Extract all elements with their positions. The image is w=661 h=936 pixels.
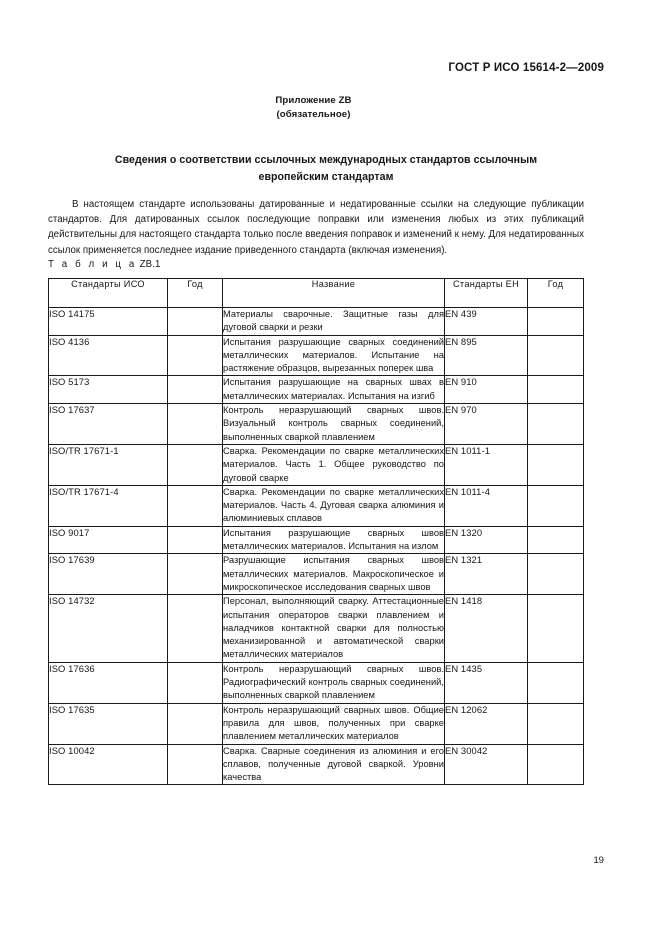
cell-iso-standard: ISO 17639 bbox=[49, 554, 168, 595]
cell-iso-standard: ISO 9017 bbox=[49, 526, 168, 554]
cell-en-standard: EN 1011-1 bbox=[445, 444, 528, 485]
cell-iso-year bbox=[168, 526, 223, 554]
cell-iso-standard: ISO 17635 bbox=[49, 703, 168, 744]
cell-iso-year bbox=[168, 335, 223, 376]
cell-iso-year bbox=[168, 308, 223, 336]
cell-iso-year bbox=[168, 444, 223, 485]
cell-en-year bbox=[528, 404, 584, 445]
cell-en-year bbox=[528, 703, 584, 744]
table-body bbox=[49, 308, 584, 785]
cell-en-year bbox=[528, 554, 584, 595]
cell-iso-year bbox=[168, 744, 223, 785]
cell-iso-year bbox=[168, 595, 223, 662]
page-number: 19 bbox=[593, 855, 604, 866]
cell-iso-standard: ISO 4136 bbox=[49, 335, 168, 376]
page-title-line-1: Сведения о соответствии ссылочных международных стандартов ссылочным bbox=[114, 154, 538, 166]
cell-iso-year bbox=[168, 554, 223, 595]
cell-iso-standard: ISO/TR 17671-4 bbox=[49, 485, 168, 526]
column-header-iso-year: Год bbox=[168, 279, 223, 308]
cell-en-year bbox=[528, 444, 584, 485]
cell-en-year bbox=[528, 335, 584, 376]
cell-title: Разрушающие испытания сварных швов металлических материалов. Макроскопическое и микроскопическое исследования сварных швов bbox=[223, 554, 445, 595]
cell-en-standard: EN 910 bbox=[445, 376, 528, 404]
cell-en-standard: EN 1418 bbox=[445, 595, 528, 662]
column-header-en-year: Год bbox=[528, 279, 584, 308]
cell-en-year bbox=[528, 485, 584, 526]
table-row bbox=[49, 744, 584, 785]
cell-en-standard: EN 439 bbox=[445, 308, 528, 336]
cell-title: Испытания разрушающие сварных швов металлических материалов. Испытания на излом bbox=[223, 526, 445, 554]
table-row bbox=[49, 376, 584, 404]
cell-en-standard: EN 1011-4 bbox=[445, 485, 528, 526]
annex-subtitle: (обязательное) bbox=[276, 109, 351, 120]
table-row bbox=[49, 308, 584, 336]
cell-title: Сварка. Рекомендации по сварке металлических материалов. Часть 1. Общее руководство по дуговой сварке bbox=[223, 444, 445, 485]
table-row bbox=[49, 662, 584, 703]
cell-iso-standard: ISO 17637 bbox=[49, 404, 168, 445]
cell-title: Материалы сварочные. Защитные газы для дуговой сварки и резки bbox=[223, 308, 445, 336]
cell-en-year bbox=[528, 308, 584, 336]
reference-standards-table bbox=[48, 278, 584, 785]
table-row bbox=[49, 526, 584, 554]
cell-iso-year bbox=[168, 485, 223, 526]
cell-en-year bbox=[528, 376, 584, 404]
cell-iso-standard: ISO 14732 bbox=[49, 595, 168, 662]
page-title bbox=[66, 152, 586, 185]
cell-title: Испытания разрушающие сварных соединений металлических материалов. Испытание на растяжение образцов, вырезанных поперек шва bbox=[223, 335, 445, 376]
column-header-en-standards: Стандарты ЕН bbox=[445, 279, 528, 308]
table-header-row bbox=[49, 279, 584, 308]
cell-en-standard: EN 12062 bbox=[445, 703, 528, 744]
cell-en-standard: EN 1320 bbox=[445, 526, 528, 554]
annex-block bbox=[0, 94, 661, 122]
cell-iso-standard: ISO 14175 bbox=[49, 308, 168, 336]
cell-en-year bbox=[528, 595, 584, 662]
cell-title: Контроль неразрушающий сварных швов. Радиографический контроль сварных соединений, выполненных сваркой плавлением bbox=[223, 662, 445, 703]
table-row bbox=[49, 335, 584, 376]
cell-en-standard: EN 895 bbox=[445, 335, 528, 376]
table-caption-prefix: Т а б л и ц а bbox=[48, 259, 137, 270]
table-row bbox=[49, 703, 584, 744]
table-row bbox=[49, 595, 584, 662]
cell-title: Испытания разрушающие на сварных швах в металлических материалах. Испытания на изгиб bbox=[223, 376, 445, 404]
running-head: ГОСТ Р ИСО 15614-2—2009 bbox=[448, 62, 604, 74]
annex-title: Приложение ZB bbox=[275, 95, 352, 106]
cell-iso-standard: ISO 17636 bbox=[49, 662, 168, 703]
cell-iso-year bbox=[168, 662, 223, 703]
cell-en-year bbox=[528, 662, 584, 703]
cell-title: Персонал, выполняющий сварку. Аттестационные испытания операторов сварки плавлением и наладчиков контактной сварки для полностью механизированной и автоматической сварки металлических материалов bbox=[223, 595, 445, 662]
cell-en-standard: EN 1321 bbox=[445, 554, 528, 595]
cell-en-year bbox=[528, 744, 584, 785]
page-title-line-2: европейским стандартам bbox=[258, 170, 394, 183]
cell-iso-year bbox=[168, 404, 223, 445]
table-caption-number: ZB.1 bbox=[139, 259, 161, 270]
table-caption bbox=[48, 259, 160, 270]
cell-title: Контроль неразрушающий сварных швов. Общие правила для швов, полученных при сварке плавлением металлических материалов bbox=[223, 703, 445, 744]
cell-iso-year bbox=[168, 703, 223, 744]
column-header-iso-standards: Стандарты ИСО bbox=[49, 279, 168, 308]
cell-en-year bbox=[528, 526, 584, 554]
table-row bbox=[49, 554, 584, 595]
cell-en-standard: EN 30042 bbox=[445, 744, 528, 785]
cell-title: Сварка. Сварные соединения из алюминия и его сплавов, полученные дуговой сваркой. Уровни качества bbox=[223, 744, 445, 785]
column-header-title: Название bbox=[223, 279, 445, 308]
table-row bbox=[49, 444, 584, 485]
table-row bbox=[49, 485, 584, 526]
cell-title: Сварка. Рекомендации по сварке металлических материалов. Часть 4. Дуговая сварка алюминия и алюминиевых сплавов bbox=[223, 485, 445, 526]
cell-en-standard: EN 1435 bbox=[445, 662, 528, 703]
table-row bbox=[49, 404, 584, 445]
intro-paragraph: В настоящем стандарте использованы датированные и недатированные ссылки на следующие публикации стандартов. Для датированных ссылок последующие поправки или изменения любых из этих публикаций действительны для настоящего стандарта только после введения поправок и изменений к нему. Для недатированных ссылок применяется последнее издание приведенного стандарта (включая изменения). bbox=[48, 199, 584, 256]
cell-iso-standard: ISO 10042 bbox=[49, 744, 168, 785]
cell-title: Контроль неразрушающий сварных швов. Визуальный контроль сварных соединений, выполненных сваркой плавлением bbox=[223, 404, 445, 445]
cell-iso-year bbox=[168, 376, 223, 404]
cell-iso-standard: ISO 5173 bbox=[49, 376, 168, 404]
cell-iso-standard: ISO/TR 17671-1 bbox=[49, 444, 168, 485]
cell-en-standard: EN 970 bbox=[445, 404, 528, 445]
